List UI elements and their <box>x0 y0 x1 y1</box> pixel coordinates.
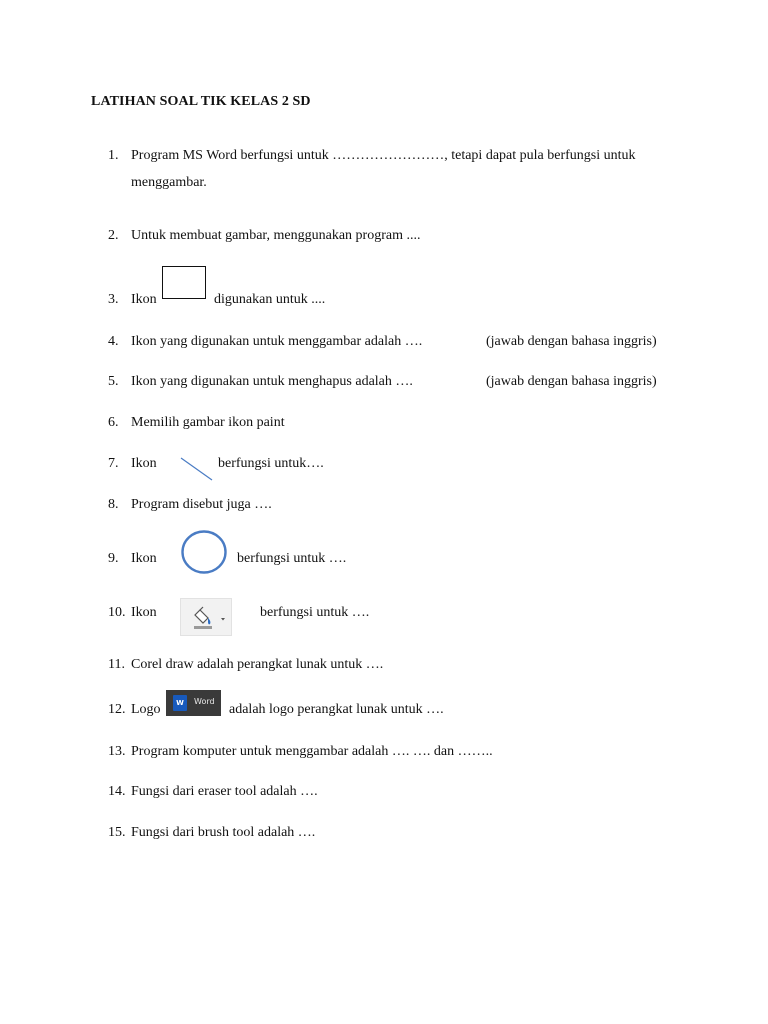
question-12-post: adalah logo perangkat lunak untuk …. <box>229 702 444 717</box>
question-number: 8. <box>108 497 119 512</box>
question-4-note: (jawab dengan bahasa inggris) <box>486 334 657 349</box>
question-11 <box>108 656 125 674</box>
question-1-text: Program MS Word berfungsi untuk ……………………, tetapi dapat pula berfungsi untuk <box>131 148 636 163</box>
question-5-note: (jawab dengan bahasa inggris) <box>486 374 657 389</box>
question-9-post: berfungsi untuk …. <box>237 551 347 566</box>
question-5 <box>108 373 119 391</box>
question-8-text: Program disebut juga …. <box>131 497 272 512</box>
word-logo-label: Word <box>194 697 215 706</box>
question-number: 6. <box>108 415 119 430</box>
question-4 <box>108 333 119 351</box>
question-3-pre: Ikon <box>131 292 157 307</box>
question-number: 12. <box>108 702 126 717</box>
question-10-pre: Ikon <box>131 605 157 620</box>
question-7-pre: Ikon <box>131 456 157 471</box>
page-title: LATIHAN SOAL TIK KELAS 2 SD <box>91 94 311 109</box>
question-8 <box>108 496 119 514</box>
question-9 <box>108 550 119 568</box>
question-number: 2. <box>108 228 119 243</box>
question-15-text: Fungsi dari brush tool adalah …. <box>131 825 316 840</box>
question-2 <box>108 227 119 245</box>
question-number: 15. <box>108 825 126 840</box>
paint-bucket-glyph-icon <box>181 599 233 637</box>
question-13 <box>108 743 126 761</box>
question-number: 5. <box>108 374 119 389</box>
question-number: 1. <box>108 148 119 163</box>
rectangle-shape-icon <box>162 266 206 299</box>
ms-word-logo <box>166 690 221 716</box>
question-3-post: digunakan untuk .... <box>214 292 326 307</box>
question-1-text-cont: menggambar. <box>131 175 207 190</box>
question-number: 14. <box>108 784 126 799</box>
question-7-post: berfungsi untuk…. <box>218 456 324 471</box>
question-number: 4. <box>108 334 119 349</box>
question-10-post: berfungsi untuk …. <box>260 605 370 620</box>
question-number: 9. <box>108 551 119 566</box>
question-6-text: Memilih gambar ikon paint <box>131 415 285 430</box>
line-shape-icon <box>178 455 218 483</box>
question-number: 13. <box>108 744 126 759</box>
question-4-text: Ikon yang digunakan untuk menggambar adalah …. <box>131 334 423 349</box>
paint-bucket-fill-icon <box>180 598 232 636</box>
question-number: 7. <box>108 456 119 471</box>
question-10 <box>108 604 126 622</box>
question-5-text: Ikon yang digunakan untuk menghapus adalah …. <box>131 374 413 389</box>
question-1 <box>108 147 119 165</box>
question-12-pre: Logo <box>131 702 161 717</box>
question-14 <box>108 783 126 801</box>
question-number: 10. <box>108 605 126 620</box>
question-11-text: Corel draw adalah perangkat lunak untuk …. <box>131 657 384 672</box>
circle-shape-icon <box>180 529 228 575</box>
question-7 <box>108 455 119 473</box>
question-14-text: Fungsi dari eraser tool adalah …. <box>131 784 318 799</box>
question-13-text: Program komputer untuk menggambar adalah …. …. dan …….. <box>131 744 493 759</box>
question-12 <box>108 701 126 719</box>
question-number: 11. <box>108 657 125 672</box>
word-badge-icon: W <box>173 695 187 711</box>
question-number: 3. <box>108 292 119 307</box>
question-15 <box>108 824 126 842</box>
question-2-text: Untuk membuat gambar, menggunakan program .... <box>131 228 421 243</box>
question-9-pre: Ikon <box>131 551 157 566</box>
question-3 <box>108 291 119 309</box>
question-6 <box>108 414 119 432</box>
